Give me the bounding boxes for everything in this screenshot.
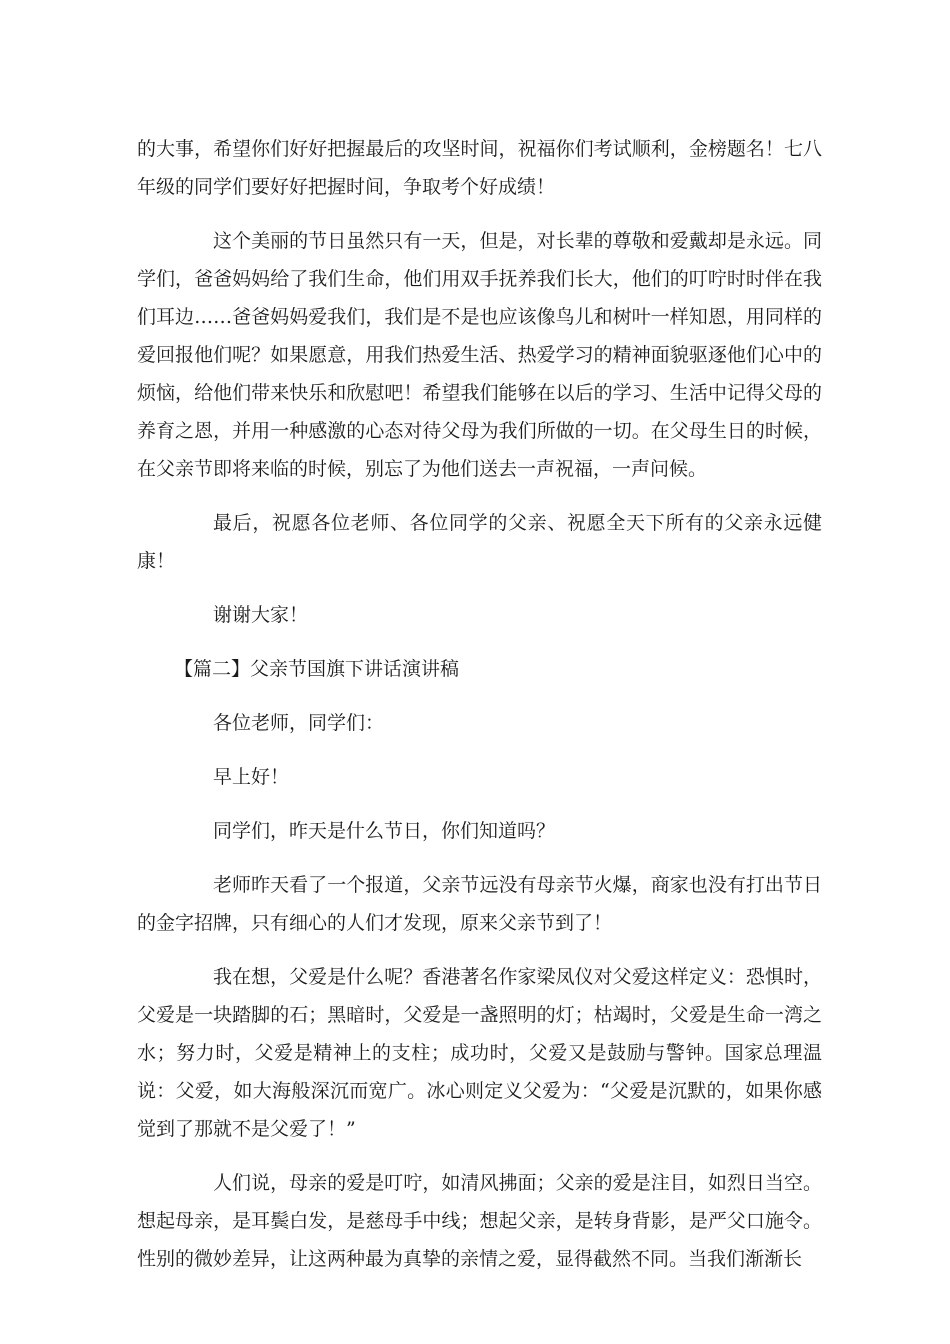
paragraph-9: 老师昨天看了一个报道，父亲节远没有母亲节火爆，商家也没有打出节日的金字招牌，只有细心的人们才发现，原来父亲节到了！ bbox=[137, 874, 822, 934]
paragraph-11: 人们说，母亲的爱是叮咛，如清风拂面；父亲的爱是注目，如烈日当空。想起母亲，是耳鬓白发，是慈母手中线；想起父亲，是转身背影，是严父口施令。性别的微妙差异，让这两种最为真挚的亲情之爱，显得截然不同。当我们渐渐长 bbox=[137, 1172, 822, 1270]
paragraph-3: 最后，祝愿各位老师、各位同学的父亲、祝愿全天下所有的父亲永远健康！ bbox=[137, 512, 822, 572]
paragraph-2: 这个美丽的节日虽然只有一天，但是，对长辈的尊敬和爱戴却是永远。同学们，爸爸妈妈给了我们生命，他们用双手抚养我们长大，他们的叮咛时时伴在我们耳边……爸爸妈妈爱我们，我们是不是也应该像鸟儿和树叶一样知恩，用同样的爱回报他们呢？如果愿意，用我们热爱生活、热爱学习的精神面貌驱逐他们心中的烦恼，给他们带来快乐和欣慰吧！希望我们能够在以后的学习、生活中记得父母的养育之恩，并用一种感激的心态对待父母为我们所做的一切。在父母生日的时候，在父亲节即将来临的时候，别忘了为他们送去一声祝福，一声问候。 bbox=[137, 230, 822, 480]
salutation: 各位老师，同学们： bbox=[213, 712, 385, 734]
greeting: 早上好！ bbox=[213, 766, 290, 788]
paragraph-1: 的大事，希望你们好好把握最后的攻坚时间，祝福你们考试顺利，金榜题名！七八年级的同学们要好好把握时间，争取考个好成绩！ bbox=[137, 138, 822, 198]
paragraph-10: 我在想，父爱是什么呢？香港著名作家梁凤仪对父爱这样定义：恐惧时，父爱是一块踏脚的石；黑暗时，父爱是一盏照明的灯；枯竭时，父爱是生命一湾之水；努力时，父爱是精神上的支柱；成功时，父爱又是鼓励与警钟。国家总理温说：父爱，如大海般深沉而宽广。冰心则定义父爱为：“父爱是沉默的，如果你感觉到了那就不是父爱了！” bbox=[137, 966, 822, 1140]
paragraph-8: 同学们，昨天是什么节日，你们知道吗？ bbox=[213, 820, 556, 842]
document-body bbox=[137, 130, 822, 1294]
section-heading: 【篇二】父亲节国旗下讲话演讲稿 bbox=[174, 658, 460, 680]
paragraph-4: 谢谢大家！ bbox=[213, 604, 309, 626]
